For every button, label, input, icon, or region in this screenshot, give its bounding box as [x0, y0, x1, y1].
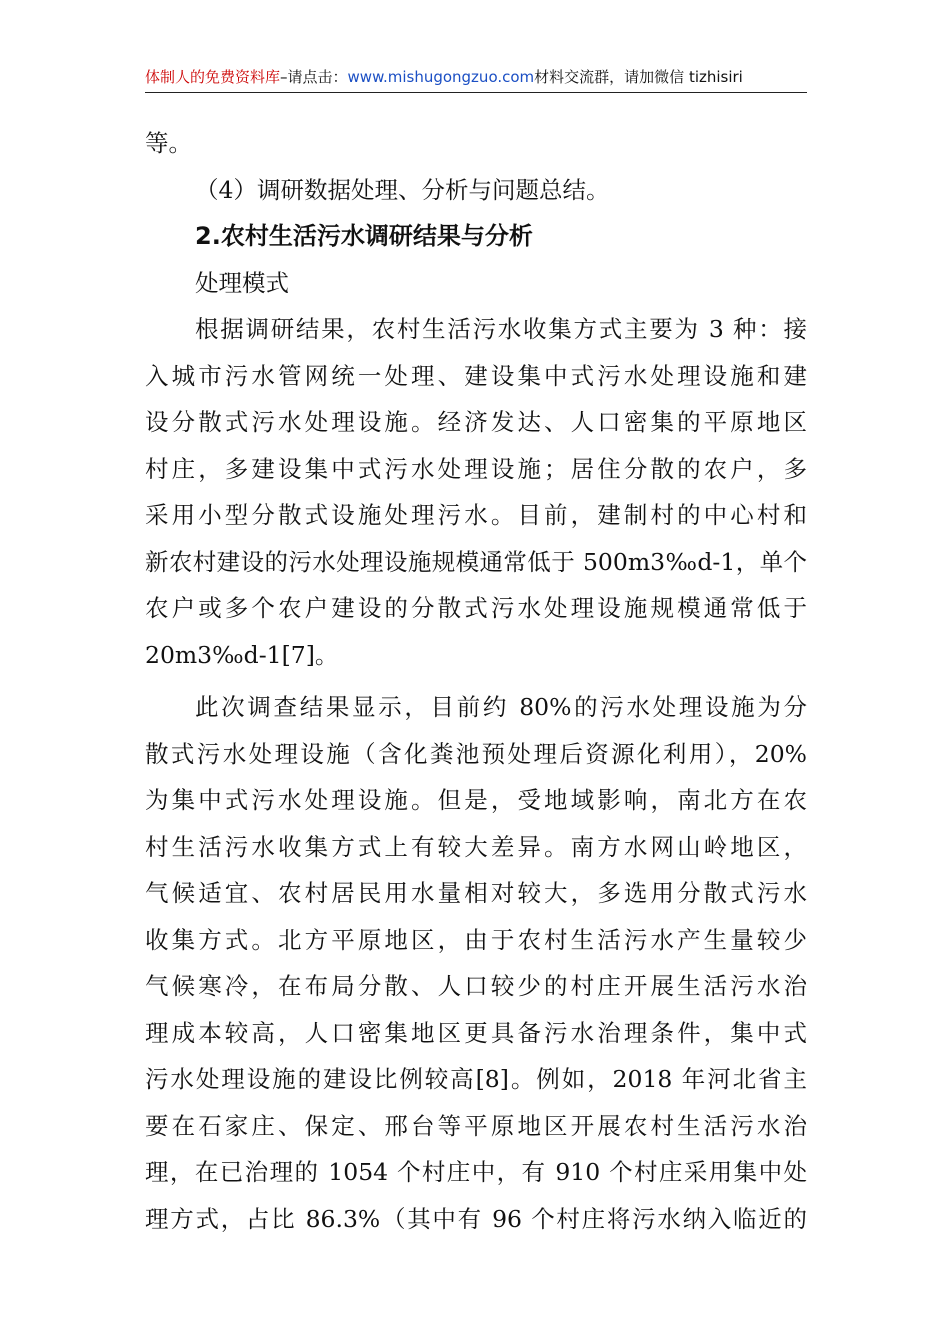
document-body — [145, 120, 807, 1242]
paragraph-line: 新农村建设的污水处理设施规模通常低于 500m3‰d-1，单个 — [145, 547, 807, 576]
paragraph-line: 气候适宜、农村居民用水量相对较大，多选用分散式污水 — [145, 879, 807, 907]
text-line: 等。 — [145, 129, 192, 157]
paragraph-line: 入城市污水管网统一处理、建设集中式污水处理设施和建 — [145, 361, 807, 390]
header-group-note: 材料交流群，请加微信 tizhisiri — [534, 68, 743, 86]
list-item: （4）调研数据处理、分析与问题总结。 — [195, 175, 610, 204]
section-heading: 2.农村生活污水调研结果与分析 — [195, 222, 533, 250]
paragraph-line: 村庄，多建设集中式污水处理设施；居住分散的农户，多 — [145, 454, 807, 483]
paragraph-line: 散式污水处理设施（含化粪池预处理后资源化利用），20% — [145, 739, 807, 768]
page-header — [145, 66, 807, 88]
paragraph-line: 村生活污水收集方式上有较大差异。南方水网山岭地区， — [145, 832, 807, 861]
paragraph-line: 20m3‰d-1[7]。 — [145, 640, 339, 669]
paragraph-line: 收集方式。北方平原地区，由于农村生活污水产生量较少 — [145, 925, 807, 954]
paragraph-line: 设分散式污水处理设施。经济发达、人口密集的平原地区 — [145, 408, 807, 436]
paragraph-1 — [145, 306, 807, 678]
paragraph-line: 要在石家庄、保定、邢台等平原地区开展农村生活污水治 — [145, 1111, 807, 1140]
header-url-link[interactable]: www.mishugongzuo.com — [347, 68, 535, 86]
paragraph-line: 污水处理设施的建设比例较高[8]。例如，2018 年河北省主 — [145, 1065, 807, 1093]
paragraph-line: 气候寒冷，在布局分散、人口较少的村庄开展生活污水治 — [145, 972, 807, 1000]
paragraph-line: 农户或多个农户建设的分散式污水处理设施规模通常低于 — [145, 594, 807, 622]
paragraph-line: 采用小型分散式设施处理污水。目前，建制村的中心村和 — [145, 501, 807, 529]
header-brand: 体制人的免费资料库 — [145, 68, 281, 86]
paragraph-line: 理成本较高，人口密集地区更具备污水治理条件，集中式 — [145, 1018, 807, 1047]
paragraph-line: 理方式，占比 86.3%（其中有 96 个村庄将污水纳入临近的 — [145, 1204, 807, 1233]
paragraph-2 — [145, 684, 807, 1242]
paragraph-line: 此次调查结果显示，目前约 80%的污水处理设施为分 — [195, 693, 807, 721]
paragraph-line: 根据调研结果，农村生活污水收集方式主要为 3 种：接 — [195, 315, 807, 343]
subsection-heading: 处理模式 — [195, 268, 289, 297]
header-divider — [145, 92, 807, 93]
paragraph-line: 理，在已治理的 1054 个村庄中，有 910 个村庄采用集中处 — [145, 1158, 807, 1186]
paragraph-line: 为集中式污水处理设施。但是，受地域影响，南北方在农 — [145, 786, 807, 814]
header-prompt: –请点击： — [280, 68, 348, 86]
